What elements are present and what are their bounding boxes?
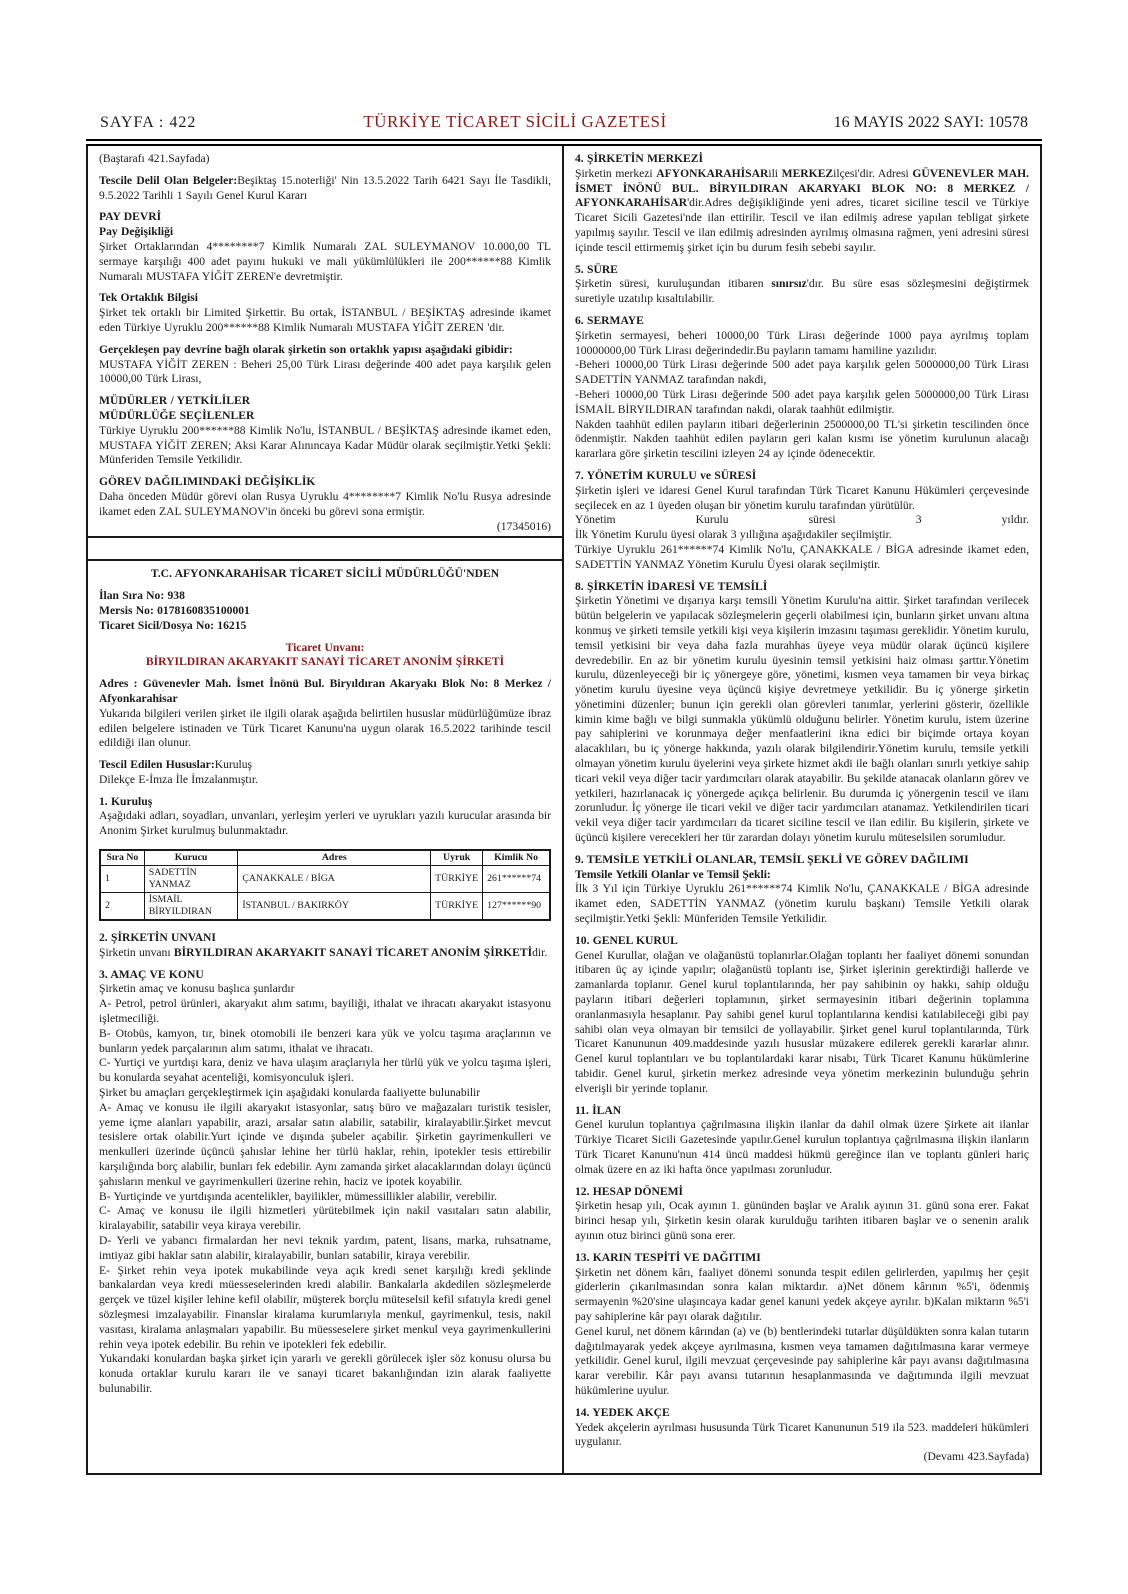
text-run: -Beheri 10000,00 Türk Lirası değerinde 500 adet paya karşılık gelen 5000000,00 Türk Lirası SADETTİN YANMAZ tarafından nakdi, xyxy=(575,358,1029,387)
text-run: Ticaret Sicil/Dosya No: 16215 xyxy=(99,618,247,632)
text-run: Kuruluş xyxy=(214,758,253,772)
pay-degisikligi-heading xyxy=(99,225,551,240)
text-run: (17345016) xyxy=(496,519,551,533)
paragraph xyxy=(575,1199,1029,1243)
text-run: Şirketin hesap yılı, Ocak ayının 1. gününden başlar ve Aralık ayının 31. günü sona erer. Fakat birinci hesap yılı, Şirketin kesin olarak kurulduğu tarihten itibaren başlar ve o senenin aralık ayının otuz birinci günü sona erer. xyxy=(575,1199,1029,1242)
ilan-sira-no xyxy=(99,589,551,604)
spacer xyxy=(575,1244,1029,1251)
text-run: Şirket Ortaklarından 4********7 Kimlik Numaralı ZAL SULEYMANOV 10.000,00 TL sermaye karşılığı 400 adet payını hukuki ve mali yükümlülükleri ile 200******88 Kimlik Numaralı MUSTAFA YİĞİT ZEREN'e devretmiştir. xyxy=(99,239,551,283)
spacer xyxy=(99,284,551,291)
text-run: Genel kurul, net dönem kârından (a) ve (b) bentlerindeki tutarlar düşüldükten sonra kalan tutarın dağıtılmayarak yedek akçeye ayrılmasına, kısmen veya tamamen dağıtılmasına karar vermeye yetkilidir. Genel kurul, ilgili mevzuat çerçevesinde pay sahiplerine kâr payı avansı dağıtılmasına karar verebilir. Kâr payı avansı tutarının hesaplanmasında ve dağıtımında ilgili mevzuat hükümlerine uyulur. xyxy=(575,1324,1029,1397)
text-run: (Baştarafı 421.Sayfada) xyxy=(99,152,210,165)
spacer xyxy=(575,1097,1029,1104)
text-run: Yedek akçelerin ayrılması hususunda Türk Ticaret Kanununun 519 ila 523. maddeleri hükümleri uygulanır. xyxy=(575,1420,1029,1449)
spacer xyxy=(99,203,551,210)
text-run: İlk 3 Yıl için Türkiye Uyruklu 261******74 Kimlik No'lu, ÇANAKKALE / BİGA adresinde ikamet eden, SADETTİN YANMAZ (yönetim kurulu başkanı) Temsile Yetkili olarak seçilmiştir.Yetki Şekli: Münferiden Temsile Yetkilidir. xyxy=(575,882,1029,926)
text-run: MÜDÜRLER / YETKİLİLER xyxy=(99,394,251,408)
text-run: 12. HESAP DÖNEMİ xyxy=(575,1184,684,1198)
text-run: MUSTAFA YİĞİT ZEREN : Beheri 25,00 Türk Lirası değerinde 400 adet paya karşılık gelen 10000,00 Türk Lirası, xyxy=(99,357,551,386)
mudurluge-secilenler-heading xyxy=(99,409,551,424)
address-line xyxy=(99,677,551,707)
paragraph xyxy=(575,882,1029,926)
text-run: T.C. AFYONKARAHİSAR TİCARET SİCİLİ MÜDÜRLÜĞÜ'NDEN xyxy=(150,567,500,581)
section-5-heading xyxy=(575,263,1029,278)
text-run: Genel kurulun toplantıya çağrılmasına ilişkin ilanlar da dahil olmak üzere Şirkete ait ilanlar Türkiye Ticaret Sicili Gazetesinde yapılır.Genel kurulun toplantıya çağrılmasına ilişkin ilanların Türk Ticaret Kanunu'nun 414 üncü maddesi hükmü gereğince ilan ve toplantı günleri hariç olmak üzere en az iki hafta önce yapılması zorunludur. xyxy=(575,1118,1029,1176)
paragraph xyxy=(575,277,1029,307)
ticaret-unvani-label xyxy=(99,641,551,656)
section-7-heading xyxy=(575,469,1029,484)
ownership-structure-heading xyxy=(99,343,551,358)
text-run: Şirketin sermayesi, beheri 10000,00 Türk Lirası değerinde 1000 paya ayrılmış toplam 10000000,00 Türk Lirası değerindedir.Bu payların tamamı hamiline yazılıdır. xyxy=(575,328,1029,357)
text-run: Dilekçe E-İmza İle İmzalanmıştır. xyxy=(99,772,258,786)
section-6-heading xyxy=(575,314,1029,329)
spacer xyxy=(575,256,1029,263)
paragraph xyxy=(575,1266,1029,1325)
paragraph xyxy=(99,1204,551,1234)
spacer xyxy=(575,1399,1029,1406)
gorev-dagilimi-heading xyxy=(99,475,551,490)
text-run: 'dir.Adres değişikliğinde yeni adres, ticaret siciline tescil ve Türkiye Ticaret Sicili Gazetesi'nde ilan ettirilir. Tescil ve ilan edilmiş adrese yapılan tebligat şirkete yapılmış sayılır. Tescil ve ilan edilmiş adresinden ayrılmış olmasına rağmen, yeni adresini süresi içinde tescil ettirmemiş şirket için bu durum fesih sebebi sayılır. xyxy=(575,196,1029,254)
mersis-no xyxy=(99,604,551,619)
text-run: Tescil Edilen Hususlar: xyxy=(99,758,215,772)
mudurler-heading xyxy=(99,394,551,409)
text-run: Aşağıdaki adları, soyadları, unvanları, yerleşim yerleri ve uyrukları yazılı kurucular arasında bir Anonim Şirket kurulmuş bulunmaktadır. xyxy=(99,809,551,838)
section-14-heading xyxy=(575,1406,1029,1421)
section-1-heading xyxy=(99,795,551,810)
text-run: E- Şirket rehin veya ipotek mukabilinde veya açık kredi senet karşılığı kredi şeklinde bankalardan veya kredi müesseselerinden kredi alabilir. Bankalarla akdedilen sözleşmelerde gerçek ve tüzel kişiler lehine kefil olabilir, müşterek borçlu müteselsil kefil sıfatıyla kredi genel sözleşmesi imzalayabilir. Finanslar kiralama kurumlarıyla menkul, gayrimenkul, tesis, nakil vasıtası, kiralama anlaşmaları yapabilir. Bu müesseselere şirket menkul veya gayrimenkullerini rehin veya ipotek edebilir. Bu rehin ve ipotekleri fek edebilir. xyxy=(99,1263,551,1351)
founders-table xyxy=(99,849,551,921)
text-run: 9. TEMSİLE YETKİLİ OLANLAR, TEMSİL ŞEKLİ VE GÖREV DAĞILIMI xyxy=(575,852,969,866)
text-run: 1. Kuruluş xyxy=(99,794,153,808)
paragraph xyxy=(99,306,551,336)
text-run: MERKEZ xyxy=(781,166,834,180)
text-run: Şirket tek ortaklı bir Limited Şirkettir. Bu ortak, İSTANBUL / BEŞİKTAŞ adresinde ikamet eden Türkiye Uyruklu 200******88 Kimlik Numaralı MUSTAFA YİĞİT ZEREN 'dir. xyxy=(99,306,551,334)
text-run: Nakden taahhüt edilen payların itibari değerlerinin 2500000,00 TL'si şirketin tescilinden önce ödenmiştir. Nakden taahhüt edilen payların geri kalan kısmı ise yönetim kurulunun alacağı kararlara göre şirketin tescilini izleyen 24 ay içinde ödenecektir. xyxy=(575,417,1029,461)
paragraph xyxy=(99,809,551,839)
paragraph xyxy=(99,424,551,468)
text-run: B- Yurtiçinde ve yurtdışında acentelikler, bayilikler, mümessillikler alabilir, verebilir. xyxy=(99,1189,498,1203)
paragraph xyxy=(575,1118,1029,1177)
text-run: Yönetim Kurulu süresi 3 yıldır. xyxy=(575,513,1029,527)
section-12-heading xyxy=(575,1185,1029,1200)
text-run: D- Yerli ve yabancı firmalardan her nevi teknik yardım, patent, lisans, marka, ruhsatname, imtiyaz gibi haklar satın alabilir, kiralayabilir, bunları satabilir, kiraya verebilir. xyxy=(99,1234,551,1262)
text-run: Temsile Yetkili Olanlar ve Temsil Şekli: xyxy=(575,867,771,881)
paragraph xyxy=(99,1234,551,1264)
text-run: 6. SERMAYE xyxy=(575,313,644,327)
text-run: GÜVENEVLER MAH. İSMET İNÖNÜ BUL. BİRYILDIRAN AKARYAKI BLOK NO: 8 MERKEZ / AFYONKARAHİSAR xyxy=(575,166,1030,210)
table-header-cell: Sıra No xyxy=(100,850,144,866)
text-run: -Beheri 10000,00 Türk Lirası değerinde 500 adet paya karşılık gelen 5000000,00 Türk Lirası İSMAİL BİRYILDIRAN tarafından nakdi, olarak taahhüt edilmiştir. xyxy=(575,387,1029,416)
text-run: Türkiye Uyruklu 200******88 Kimlik No'lu, İSTANBUL / BEŞİKTAŞ adresinde ikamet eden, MUSTAFA YİĞİT ZEREN; Aksi Karar Alınıncaya Kadar Müdür olarak seçilmiştir.Yetki Şekli: Münferiden Temsile Yetkilidir. xyxy=(99,423,551,467)
paragraph xyxy=(99,982,551,997)
table-cell: İSMAİL BİRYILDIRAN xyxy=(144,893,238,921)
spacer xyxy=(575,846,1029,853)
text-run: 5. SÜRE xyxy=(575,262,618,276)
text-run: 10. GENEL KURUL xyxy=(575,933,678,947)
text-run: PAY DEVRİ xyxy=(99,210,162,224)
text-run: A- Petrol, petrol ürünleri, akaryakıt alım satımı, bayiliği, ithalat ve ihracatı akaryakıt istasyonu işletmeciliği. xyxy=(99,997,551,1026)
text-run: 4. ŞİRKETİN MERKEZİ xyxy=(575,152,704,165)
paragraph xyxy=(575,528,1029,543)
text-run: 3. AMAÇ VE KONU xyxy=(99,967,204,981)
section-3-heading xyxy=(99,968,551,983)
section-9-heading xyxy=(575,853,1029,868)
text-run: Daha önceden Müdür görevi olan Rusya Uyruklu 4********7 Kimlik No'lu Rusya adresinde ikamet eden ZAL SULEYMANOV'in önceki bu görevi sona ermiştir. xyxy=(99,489,551,518)
paragraph xyxy=(99,1056,551,1086)
text-run: ili xyxy=(768,166,782,180)
table-cell: 127******90 xyxy=(483,893,550,921)
section-4-heading xyxy=(575,152,1029,167)
spacer xyxy=(99,751,551,758)
paragraph xyxy=(99,946,551,961)
tescil-edilen-hususlar xyxy=(99,758,551,773)
text-run: A- Amaç ve konusu ile ilgili akaryakıt istasyonlar, satış büro ve mağazaları turistik tesisler, yeme içme alanları yapabilir, arazi, arsalar satın alabilir, satabilir, kiralayabilir.Şirket mevcut tesislere ortak olabilir.Yurt içinde ve dışında şubeler açabilir. Şirketin gayrimenkulleri ve menkulleri üzerinde üçüncü şahıslar lehine her türlü haklar, rehin, ipotekler tesis ettirebilir karşılığında borç alabilir, bunları fek edebilir. Aynı zamanda şirket alacaklarından dolayı üçüncü şahısların menkul ve gayrimenkulleri üzerine rehin, haciz ve ipotek koyabilir. xyxy=(99,1100,551,1188)
paragraph xyxy=(575,484,1029,514)
paragraph xyxy=(99,707,551,751)
spacer xyxy=(99,634,551,641)
announcements-area xyxy=(86,146,1042,1475)
paragraph xyxy=(575,329,1029,359)
table-header-cell: Uyruk xyxy=(431,850,483,866)
paragraph xyxy=(575,358,1029,388)
text-run: Tek Ortaklık Bilgisi xyxy=(99,291,198,305)
paragraph xyxy=(99,1086,551,1101)
announcement-separator xyxy=(88,538,562,561)
section-13-heading xyxy=(575,1251,1029,1266)
text-run: Yukarıda bilgileri verilen şirket ile ilgili olarak aşağıda belirtilen hususlar müdürlüğümüze ibraz edilen belgelere istinaden ve Türk Ticaret Kanunu'na uygun olarak 16.5.2022 tarihinde tescil edildiği ilan olunur. xyxy=(99,706,551,750)
text-run: AFYONKARAHİSAR xyxy=(656,166,769,180)
table-cell: 261******74 xyxy=(483,866,550,893)
text-run: (Devamı 423.Sayfada) xyxy=(923,1450,1029,1464)
paragraph xyxy=(575,388,1029,418)
left-column xyxy=(88,146,564,1473)
text-run: 14. YEDEK AKÇE xyxy=(575,1405,670,1419)
text-run: MÜDÜRLÜĞE SEÇİLENLER xyxy=(99,408,255,422)
text-run: Mersis No: 0178160835100001 xyxy=(99,603,250,617)
section-11-heading xyxy=(575,1104,1029,1119)
spacer xyxy=(575,927,1029,934)
announcement-kurulus-left xyxy=(88,561,562,1473)
text-run: C- Yurtiçi ve yurtdışı kara, deniz ve hava ulaşım araçlarıyla her türlü yük ve yolcu taşıma işleri, bu konularda seyahat acenteliği, komisyonculuk işleri. xyxy=(99,1056,551,1085)
spacer xyxy=(575,462,1029,469)
text-run: Tescile Delil Olan Belgeler: xyxy=(99,173,238,187)
paragraph xyxy=(99,1027,551,1057)
section-10-heading xyxy=(575,934,1029,949)
text-run: İlk Yönetim Kurulu üyesi olarak 3 yıllığına aşağıdakiler seçilmiştir. xyxy=(575,528,892,542)
text-run: Yukarıdaki konulardan başka şirket için yararlı ve gerekli görülecek işler söz konusu olursa bu konuda ortaklar kurulu kararı ile ve sanayi ticaret bakanlığından izin alarak faaliyette bulunabilir. xyxy=(99,1352,551,1395)
table-header-cell: Kurucu xyxy=(144,850,238,866)
text-run: 8. ŞİRKETİN İDARESİ VE TEMSİLİ xyxy=(575,579,768,593)
paragraph xyxy=(99,1264,551,1353)
spacer xyxy=(99,167,551,174)
text-run: 7. YÖNETİM KURULU ve SÜRESİ xyxy=(575,468,757,482)
paragraph xyxy=(99,240,551,284)
text-run: BİRYILDIRAN AKARYAKIT SANAYİ TİCARET ANONİM ŞİRKETİ xyxy=(173,945,533,959)
section-8-heading xyxy=(575,580,1029,595)
spacer xyxy=(99,961,551,968)
table-cell: TÜRKİYE xyxy=(431,866,483,893)
text-run: Beşiktaş 15.noterliği' Nin 13.5.2022 Tarih 6421 Sayı İle Tasdikli, 9.5.2022 Tarihli 1 Sayılı Genel Kurul Kararı xyxy=(99,173,551,202)
text-run: dir. xyxy=(532,945,548,959)
text-run: B- Otobüs, kamyon, tır, binek otomobili ile benzeri kara yük ve yolcu taşıma araçlarının ve bunların yedek parçalarının alım satımı, ithalat ve ihracatı. xyxy=(99,1026,551,1055)
paragraph xyxy=(99,997,551,1027)
text-run: Şirketin işleri ve idaresi Genel Kurul tarafından Türk Ticaret Kanunu Hükümleri çerçevesinde seçilecek en az 1 üyeden oluşan bir yönetim kurulu tarafından yürütülür. xyxy=(575,483,1029,512)
text-run: Şirketin merkezi xyxy=(575,166,657,180)
table-header-cell: Adres xyxy=(238,850,431,866)
paragraph xyxy=(575,594,1029,846)
text-run: Şirketin amaç ve konusu başlıca şunlardır xyxy=(99,982,295,996)
table-header-cell: Kimlik No xyxy=(483,850,550,866)
text-run: ilçesi'dir. Adresi xyxy=(833,166,913,180)
ref-number xyxy=(99,520,551,535)
table-row xyxy=(100,893,550,921)
spacer xyxy=(99,839,551,846)
text-run: 'dır. Bu süre esas sözleşmesini değiştirmek suretiyle uzatılıp kısaltılabilir. xyxy=(575,277,1029,306)
announcement-pay-devri xyxy=(88,146,562,538)
text-run: Ticaret Unvanı: xyxy=(285,640,365,654)
paragraph xyxy=(575,1421,1029,1451)
text-run: GÖREV DAĞILIMINDAKİ DEĞİŞİKLİK xyxy=(99,475,316,489)
spacer xyxy=(99,336,551,343)
page-header xyxy=(86,112,1042,132)
temsil-sekli-heading xyxy=(575,868,1029,883)
paragraph xyxy=(99,1190,551,1205)
text-run: Genel Kurullar, olağan ve olağanüstü toplanırlar.Olağan toplantı her faaliyet dönemi sonundan itibaren üç ay içinde yapılır; olağanüstü toplantı ise, Şirket işlerinin gerektirdiği hallerde ve zamanlarda toplanır. Genel kurul toplantılarında, her pay sahibinin oy hakkı, sahip olduğu payların itibari değerleri toplamının, şirket sermayesinin itibari değerinin toplamına oranlanmasıyla hesaplanır. Pay sahibi genel kurul toplantılarına kendisi katılabileceği gibi pay sahibi olan veya olmayan bir temsilci de yollayabilir. Şirket genel kurul toplantılarında, Türk Ticaret Kanununun 409.maddesinde yazılı hususlar müzakere edilerek gerekli kararlar alınır. Genel kurul toplantıları ve bu toplantılardaki karar nisabı, Türk Ticaret Kanunu hükümlerine tabidir. Genel kurul, şirketin merkez adresinde veya yönetim merkezinin bulunduğu şehrin elverişli bir yerinde toplanır. xyxy=(575,948,1029,1095)
company-title xyxy=(99,655,551,670)
issue-info: 16 MAYIS 2022 SAYI: 10578 xyxy=(833,114,1028,131)
table-cell: TÜRKİYE xyxy=(431,893,483,921)
text-run: Pay Değişikliği xyxy=(99,225,174,239)
text-run: 11. İLAN xyxy=(575,1103,622,1117)
section-pay-devri-heading xyxy=(99,210,551,225)
text-run: Şirketin Yönetimi ve dışarıya karşı temsili Yönetim Kurulu'na aittir. Şirket tarafından verilecek bütün belgelerin ve yapılacak sözleşmelerin geçerli olabilmesi için, bunların şirket unvanı altına konmuş ve şirketi temsile yetkili kişi veya kişilerin imzasını taşıması gereklidir. Yönetim kurulu, temsil yetkisini bir veya daha fazla murahhas üyeye veya müdür olarak üçüncü kişilere devredebilir. En az bir yönetim kurulu üyesinin temsil yetkisini haiz olması şarttır.Yönetim kurulu, düzenleyeceği bir iç yönergeye göre, yönetimi, kısmen veya tamamen bir veya birkaç yönetim kurulu üyesine veya üçüncü kişiye devretmeye yetkilidir. Bu iç yönerge şirketin yönetimini düzenler; bunun için gerekli olan görevleri tanımlar, yerlerini gösterir, özellikle kimin kime bağlı ve bilgi sunmakla yükümlü olduğunu belirler. Yönetim kurulu, istem üzerine pay sahiplerini ve korunmaya değer menfaatlerini ikna edici bir biçimde ortaya koyan alacaklıları, bu iç yönerge hakkında, yazılı olarak bilgilendirir.Yönetim kurulu, temsile yetkili olmayan yönetim kurulu üyelerini veya şirkete hizmet akdi ile bağlı olanları sınırlı yetkiye sahip ticari vekil veya diğer tacir yardımcıları olarak atayabilir. Bu şekilde atanacak olanların görev ve yetkileri, hazırlanacak iç yönergede açıkça belirlenir. Bu durumda iç yönergenin tescil ve ilanı zorunludur. İç yönerge ile ticari vekil ve diğer tacir yardımcıları atanamaz. Yetkilendirilen ticari vekil veya diğer tacir yardımcıları da ticaret siciline tescil ve ilan edilir. Bu kişilerin, şirkete ve üçüncü kişilere verecekleri her tür zarardan dolayı yönetim kurulu müteselsilen sorumludur. xyxy=(575,594,1029,845)
text-run: Şirketin unvanı xyxy=(99,945,174,959)
text-run: Şirketin net dönem kârı, faaliyet dönemi sonunda tespit edilen gelirlerden, yapılmış her çeşit giderlerin çıkarılmasından sonra kalan miktardır. a)Net dönem kârının %5'i, ödenmiş sermayenin %20'sine ulaşıncaya kadar genel kanuni yedek akçeye ayrılır. b)Kalan miktarın %5'i pay sahiplerine kâr payı olarak dağıtılır. xyxy=(575,1265,1029,1323)
table-cell: 2 xyxy=(100,893,144,921)
text-run: Adres : Güvenevler Mah. İsmet İnönü Bul. Biryıldıran Akaryakı Blok No: 8 Merkez / Afyonkarahisar xyxy=(99,677,551,705)
spacer xyxy=(575,1178,1029,1185)
text-run: Şirketin süresi, kuruluşundan itibaren xyxy=(575,277,772,291)
section-2-heading xyxy=(99,931,551,946)
text-run: Şirket bu amaçları gerçekleştirmek için aşağıdaki konularda faaliyette bulunabilir xyxy=(99,1086,481,1100)
text-run: C- Amaç ve konusu ile ilgili hizmetleri yürütebilmek için nakil vasıtaları satın alabilir, kiralayabilir, satabilir veya kiraya verebilir. xyxy=(99,1204,551,1233)
paragraph xyxy=(575,949,1029,1097)
paragraph xyxy=(575,1325,1029,1399)
spacer xyxy=(575,307,1029,314)
spacer xyxy=(99,788,551,795)
text-run: 2. ŞİRKETİN UNVANI xyxy=(99,931,216,945)
continued-note xyxy=(575,1450,1029,1465)
paragraph xyxy=(575,418,1029,462)
text-run: Türkiye Uyruklu 261******74 Kimlik No'lu, ÇANAKKALE / BİGA adresinde ikamet eden, SADETTİN YANMAZ Yönetim Kurulu Üyesi olarak seçilmiştir. xyxy=(575,542,1029,571)
table-cell: SADETTİN YANMAZ xyxy=(144,866,238,893)
paragraph xyxy=(99,490,551,520)
text-run: BİRYILDIRAN AKARYAKIT SANAYİ TİCARET ANONİM ŞİRKETİ xyxy=(145,655,505,669)
ticaret-sicil-no xyxy=(99,619,551,634)
gazette-title: TÜRKİYE TİCARET SİCİLİ GAZETESİ xyxy=(363,112,667,131)
registry-office-heading xyxy=(99,567,551,582)
paragraph xyxy=(99,358,551,388)
announcement-kurulus-right xyxy=(564,146,1040,1473)
table-cell: ÇANAKKALE / BİGA xyxy=(238,866,431,893)
text-run: İlan Sıra No: 938 xyxy=(99,589,185,603)
spacer xyxy=(575,573,1029,580)
paragraph xyxy=(99,1352,551,1396)
table-row xyxy=(100,866,550,893)
paragraph xyxy=(575,543,1029,573)
paragraph xyxy=(575,513,1029,528)
evidence-documents xyxy=(99,174,551,204)
text-run: 13. KARIN TESPİTİ VE DAĞITIMI xyxy=(575,1250,761,1264)
paragraph xyxy=(575,167,1029,256)
page-number: SAYFA : 422 xyxy=(100,114,197,131)
text-run: Gerçekleşen pay devrine bağlı olarak şirketin son ortaklık yapısı aşağıdaki gibidir: xyxy=(99,342,513,356)
text-run: sınırsız xyxy=(771,277,807,291)
table-cell: 1 xyxy=(100,866,144,893)
header-rule xyxy=(86,139,1042,146)
table-cell: İSTANBUL / BAKIRKÖY xyxy=(238,893,431,921)
paragraph xyxy=(99,773,551,788)
continuation-note xyxy=(99,152,551,167)
paragraph xyxy=(99,1101,551,1190)
tek-ortaklik-heading xyxy=(99,291,551,306)
